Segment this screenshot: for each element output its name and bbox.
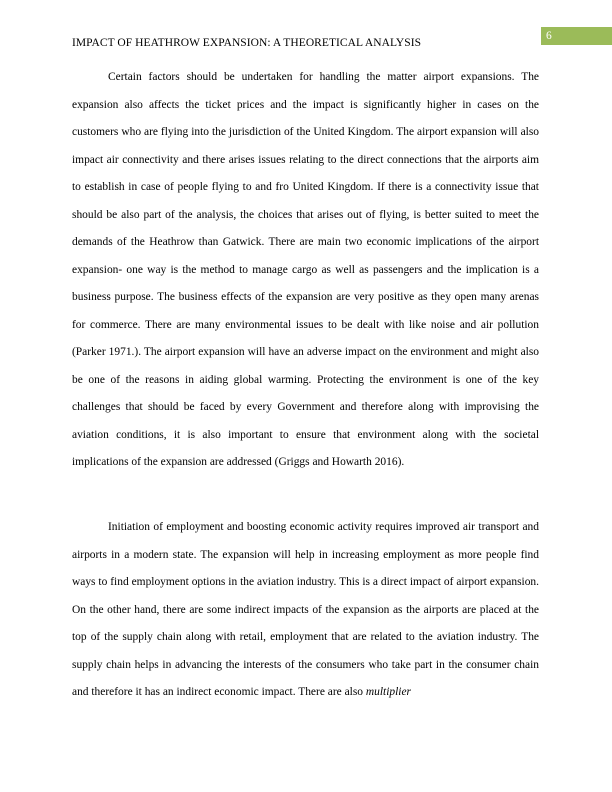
page-number: 6 xyxy=(546,30,552,42)
page-number-badge xyxy=(541,27,612,45)
italic-term: multiplier xyxy=(365,686,411,698)
body-paragraph-2-text: Initiation of employment and boosting economic activity requires improved air transport and airports in a modern state. The expansion will help in increasing employment as more people find ways to find employment options in the aviation industry. This is a direct impact of airport expansion. On the other hand, there are some indirect impacts of the expansion as the airports are placed at the top of the supply chain along with retail, employment that are related to the aviation industry. The supply chain helps in advancing the interests of the consumers who take part in the consumer chain and therefore it has an indirect economic impact. There are also xyxy=(72,521,539,698)
body-paragraph-2 xyxy=(72,514,539,707)
body-paragraph-1: Certain factors should be undertaken for handling the matter airport expansions. The expansion also affects the ticket prices and the impact is significantly higher in cases on the customers who are flying into the jurisdiction of the United Kingdom. The airport expansion will also impact air connectivity and there arises issues relating to the direct connections that the airports aim to establish in case of people flying to and fro United Kingdom. If there is a connectivity issue that should be also part of the analysis, the choices that arises out of flying, is better suited to meet the demands of the Heathrow than Gatwick. There are main two economic implications of the airport expansion- one way is the method to manage cargo as well as passengers and the implication is a business purpose. The business effects of the expansion are very positive as they open many arenas for commerce. There are many environmental issues to be dealt with like noise and air pollution (Parker 1971.). The airport expansion will have an adverse impact on the environment and might also be one of the reasons in aiding global warming. Protecting the environment is one of the key challenges that should be faced by every Government and therefore along with improvising the aviation conditions, it is also important to ensure that environment along with the societal implications of the expansion are addressed (Griggs and Howarth 2016). xyxy=(72,71,539,468)
running-head: IMPACT OF HEATHROW EXPANSION: A THEORETICAL ANALYSIS xyxy=(72,37,422,49)
